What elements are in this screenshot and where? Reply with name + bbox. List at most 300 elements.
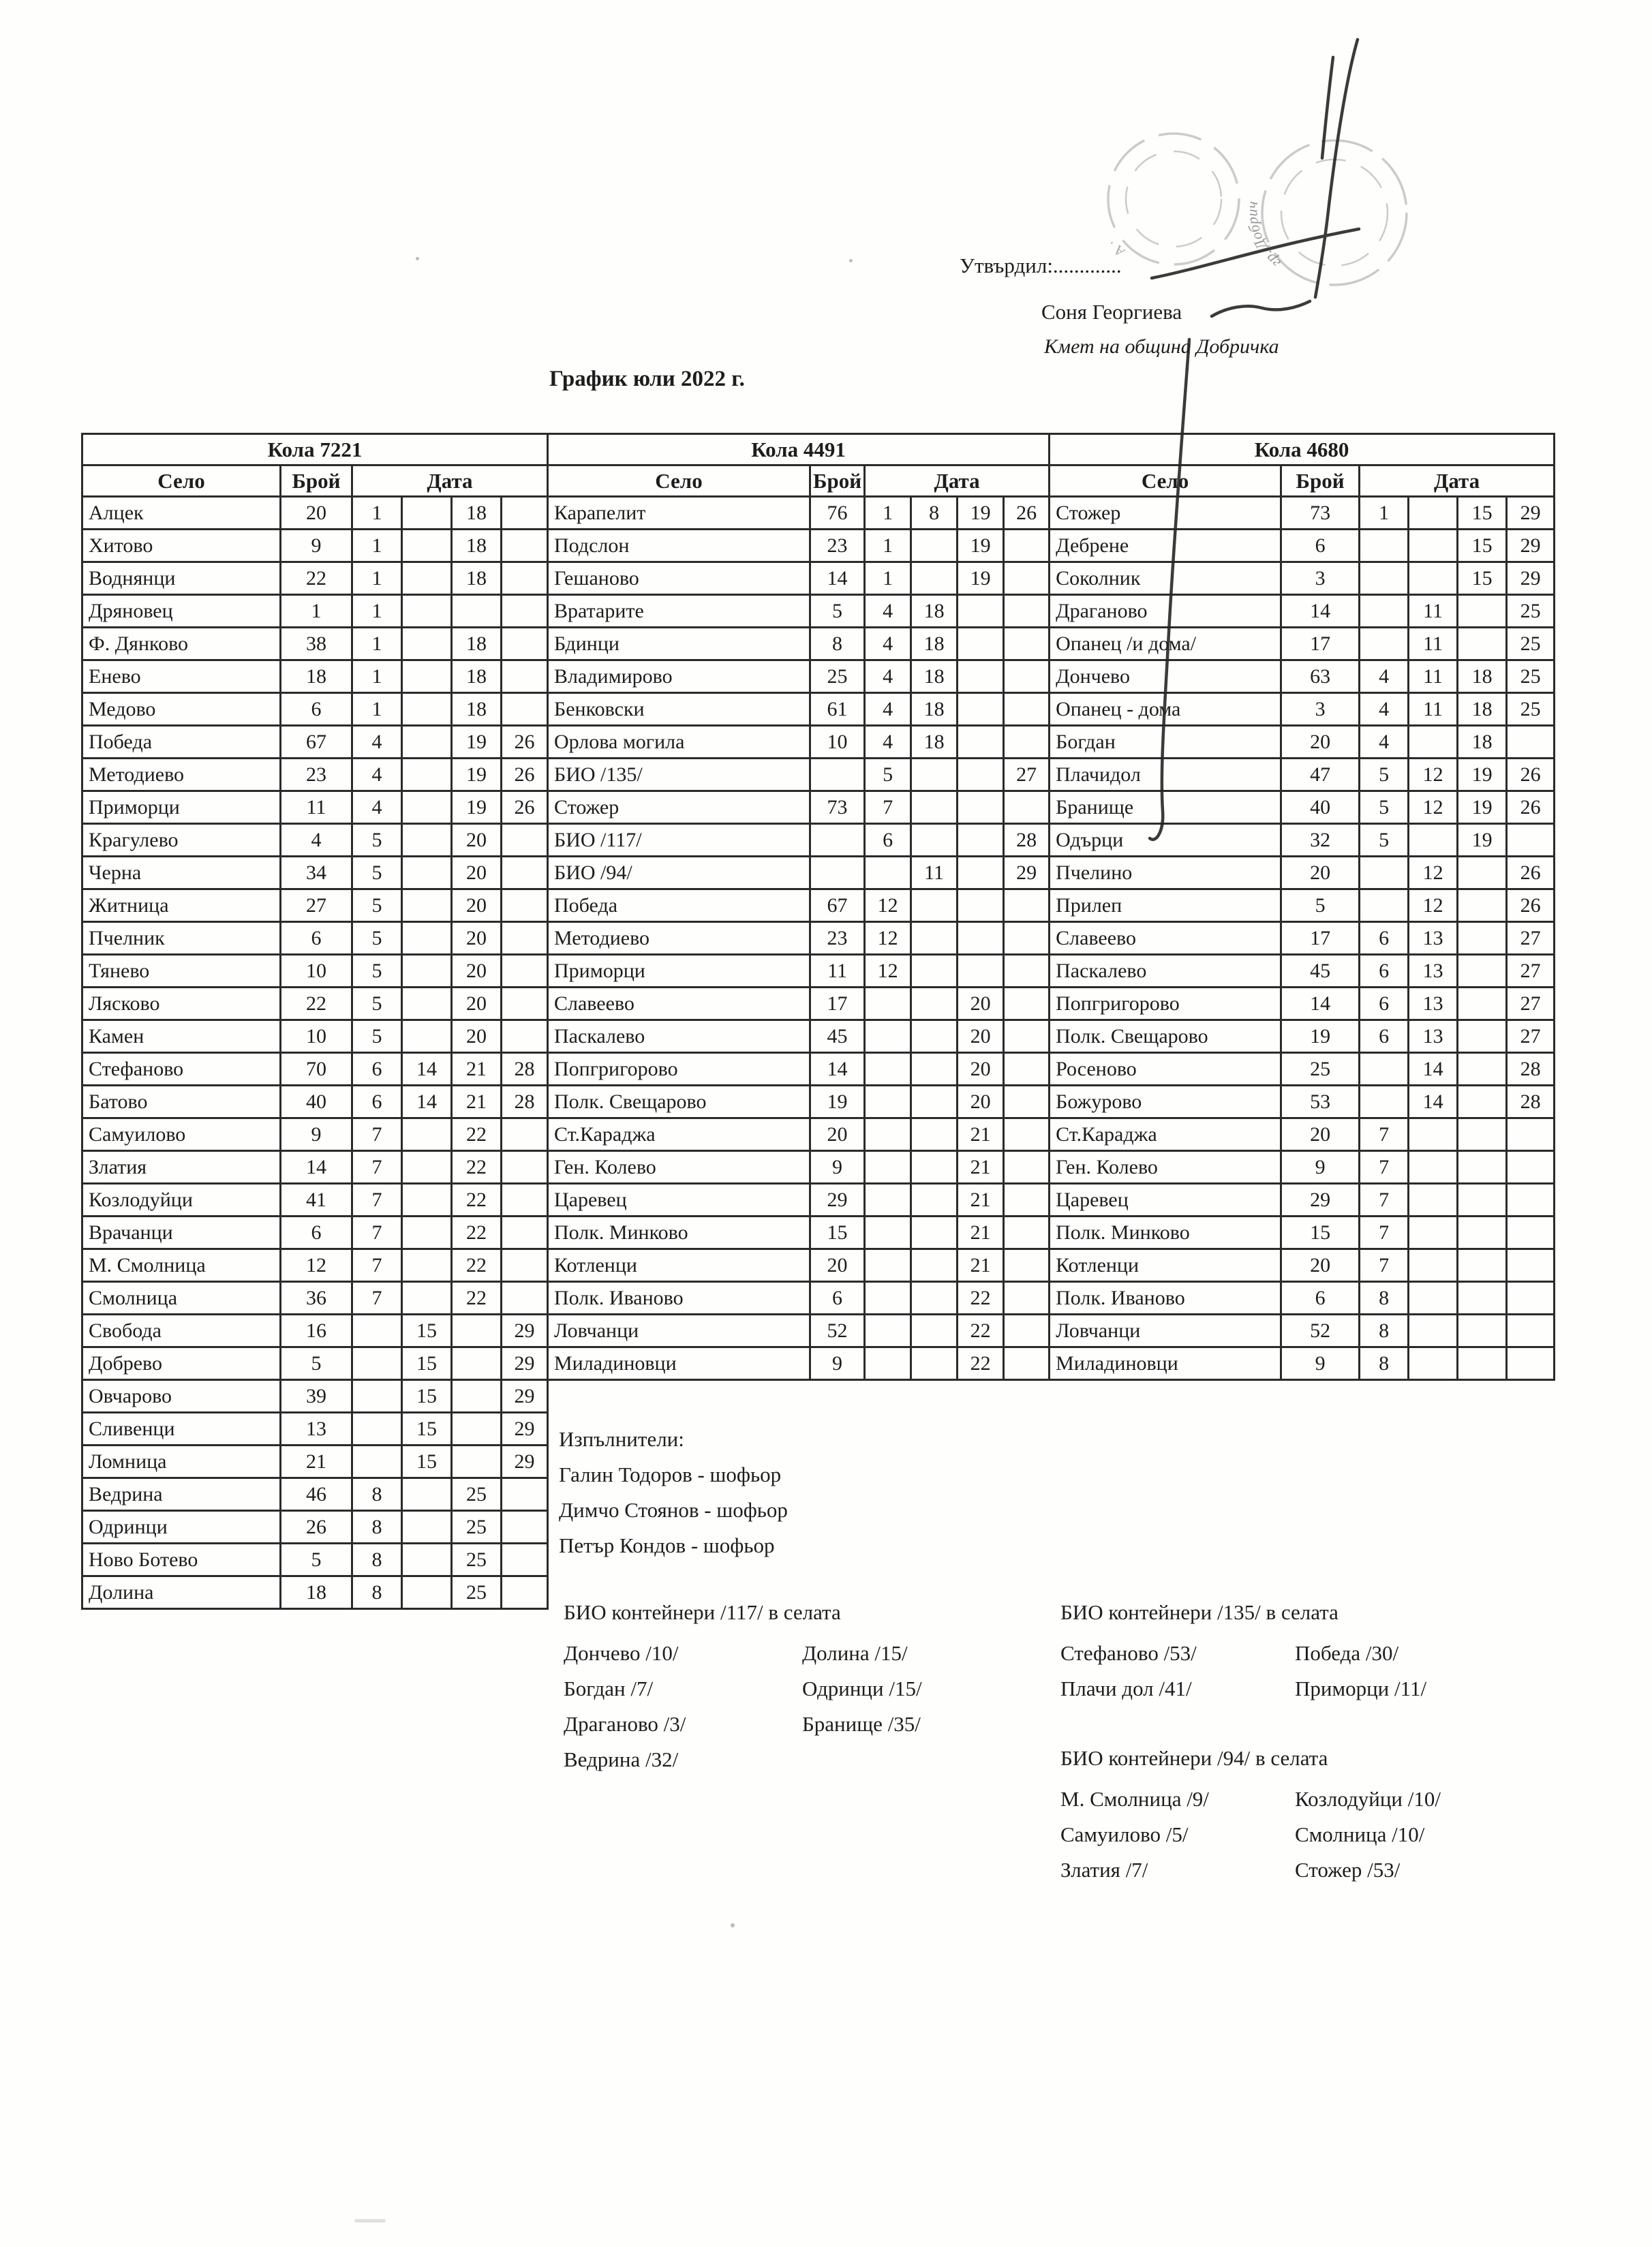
- note-item: Стефаново /53/: [1060, 1641, 1197, 1665]
- date-cell: [1004, 1118, 1050, 1151]
- date-cell: [958, 889, 1004, 922]
- date-cell: 15: [1458, 562, 1507, 595]
- note-item: Смолница /10/: [1295, 1822, 1425, 1846]
- count-cell: 36: [281, 1282, 352, 1315]
- schedule-table-kola-4491: [547, 433, 1050, 1381]
- date-cell: 5: [352, 857, 402, 889]
- date-cell: 27: [1507, 1020, 1555, 1053]
- count-cell: 17: [1281, 628, 1360, 660]
- count-cell: 9: [810, 1151, 865, 1184]
- note-item: Богдан /7/: [564, 1677, 654, 1700]
- date-cell: [1409, 1118, 1458, 1151]
- count-cell: 17: [1281, 922, 1360, 955]
- date-cell: 7: [1360, 1118, 1409, 1151]
- count-cell: 25: [1281, 1053, 1360, 1086]
- village-cell: Полк. Свещарово: [1050, 1020, 1281, 1053]
- date-cell: 19: [452, 759, 502, 791]
- count-cell: 20: [1281, 857, 1360, 889]
- date-cell: [502, 562, 548, 595]
- table-row: [1050, 1151, 1555, 1184]
- count-cell: 20: [1281, 1118, 1360, 1151]
- bio-note-items: [1060, 1636, 1520, 1707]
- date-cell: [1409, 1249, 1458, 1282]
- date-cell: 25: [1507, 660, 1555, 693]
- round-stamp-icon: [1108, 134, 1407, 285]
- count-cell: 6: [281, 922, 352, 955]
- count-cell: 10: [281, 955, 352, 988]
- table-row: [548, 628, 1050, 660]
- executors-heading: Изпълнители:: [559, 1427, 684, 1451]
- date-cell: 27: [1004, 759, 1050, 791]
- note-item: Дончево /10/: [564, 1641, 679, 1665]
- table-row: [82, 1249, 548, 1282]
- date-cell: 28: [1004, 824, 1050, 857]
- date-cell: [958, 628, 1004, 660]
- village-cell: Сливенци: [82, 1413, 281, 1446]
- date-cell: [958, 726, 1004, 759]
- date-cell: [1004, 562, 1050, 595]
- date-cell: [911, 988, 958, 1020]
- date-cell: [1458, 1249, 1507, 1282]
- bio-note-135: [1060, 1599, 1520, 1707]
- count-cell: 14: [810, 562, 865, 595]
- table-row: [1050, 955, 1555, 988]
- table-row: [548, 693, 1050, 726]
- village-cell: БИО /94/: [548, 857, 810, 889]
- count-cell: 29: [1281, 1184, 1360, 1217]
- village-cell: Гешаново: [548, 562, 810, 595]
- date-cell: 6: [1360, 988, 1409, 1020]
- date-cell: 19: [1458, 824, 1507, 857]
- village-cell: Стожер: [548, 791, 810, 824]
- date-cell: 4: [352, 726, 402, 759]
- scan-speck: [849, 259, 853, 262]
- date-cell: 20: [958, 988, 1004, 1020]
- date-cell: [1458, 1217, 1507, 1249]
- schedule-table-kola-4680: [1048, 433, 1555, 1381]
- date-cell: [1507, 726, 1555, 759]
- table-row: [1050, 693, 1555, 726]
- village-cell: Черна: [82, 857, 281, 889]
- table-row: [548, 1347, 1050, 1380]
- date-cell: [1004, 1347, 1050, 1380]
- note-item: Ведрина /32/: [564, 1747, 679, 1771]
- table-row: [1050, 1118, 1555, 1151]
- date-cell: [1360, 857, 1409, 889]
- date-cell: [1458, 955, 1507, 988]
- village-cell: Ген. Колево: [1050, 1151, 1281, 1184]
- date-cell: [352, 1446, 402, 1478]
- date-cell: [1004, 726, 1050, 759]
- village-cell: Богдан: [1050, 726, 1281, 759]
- village-cell: Долина: [82, 1576, 281, 1609]
- table-row: [548, 660, 1050, 693]
- date-cell: [958, 759, 1004, 791]
- date-cell: 8: [352, 1511, 402, 1544]
- date-cell: [911, 955, 958, 988]
- scan-speck: [731, 1923, 735, 1927]
- village-cell: Хитово: [82, 530, 281, 562]
- date-cell: [1409, 1151, 1458, 1184]
- date-cell: [402, 595, 452, 628]
- date-cell: 8: [352, 1478, 402, 1511]
- date-cell: 5: [352, 922, 402, 955]
- date-cell: 19: [452, 791, 502, 824]
- date-cell: 19: [958, 530, 1004, 562]
- table-row: [82, 1315, 548, 1347]
- date-cell: 19: [452, 726, 502, 759]
- count-cell: 40: [1281, 791, 1360, 824]
- date-cell: [1360, 1086, 1409, 1118]
- table-row: [548, 1053, 1050, 1086]
- date-cell: 21: [958, 1217, 1004, 1249]
- date-cell: [911, 1184, 958, 1217]
- table-row: [548, 562, 1050, 595]
- date-cell: 29: [502, 1413, 548, 1446]
- date-cell: 18: [911, 660, 958, 693]
- date-cell: 26: [1507, 791, 1555, 824]
- date-cell: [452, 1446, 502, 1478]
- count-cell: 15: [1281, 1217, 1360, 1249]
- date-cell: 25: [452, 1478, 502, 1511]
- date-cell: [911, 1315, 958, 1347]
- village-cell: Стефаново: [82, 1053, 281, 1086]
- date-cell: [402, 824, 452, 857]
- date-cell: 15: [402, 1413, 452, 1446]
- count-cell: 29: [810, 1184, 865, 1217]
- village-cell: Опанец - дома: [1050, 693, 1281, 726]
- date-cell: 21: [958, 1249, 1004, 1282]
- village-cell: Котленци: [548, 1249, 810, 1282]
- date-cell: 1: [352, 693, 402, 726]
- col-header-date: Дата: [865, 465, 1050, 497]
- village-cell: Воднянци: [82, 562, 281, 595]
- note-item: М. Смолница /9/: [1060, 1787, 1209, 1811]
- count-cell: 23: [281, 759, 352, 791]
- date-cell: [911, 759, 958, 791]
- date-cell: 12: [865, 889, 911, 922]
- date-cell: 14: [1409, 1053, 1458, 1086]
- date-cell: 15: [402, 1347, 452, 1380]
- date-cell: [1458, 1086, 1507, 1118]
- note-item: Бранище /35/: [802, 1712, 921, 1736]
- table-row: [82, 1151, 548, 1184]
- date-cell: [402, 1249, 452, 1282]
- date-cell: 18: [452, 660, 502, 693]
- village-cell: Дебрене: [1050, 530, 1281, 562]
- approval-label: Утвърдил:.............: [960, 254, 1122, 277]
- date-cell: 20: [452, 857, 502, 889]
- date-cell: [1409, 530, 1458, 562]
- table-row: [548, 988, 1050, 1020]
- date-cell: 13: [1409, 922, 1458, 955]
- village-cell: Славеево: [548, 988, 810, 1020]
- date-cell: 4: [1360, 726, 1409, 759]
- count-cell: 20: [810, 1118, 865, 1151]
- village-cell: Бенковски: [548, 693, 810, 726]
- table-row: [548, 530, 1050, 562]
- village-cell: Ген. Колево: [548, 1151, 810, 1184]
- date-cell: 15: [1458, 530, 1507, 562]
- village-cell: Добрево: [82, 1347, 281, 1380]
- table-row: [82, 955, 548, 988]
- count-cell: 40: [281, 1086, 352, 1118]
- date-cell: 21: [958, 1184, 1004, 1217]
- date-cell: [402, 1151, 452, 1184]
- date-cell: [911, 1249, 958, 1282]
- date-cell: 1: [1360, 497, 1409, 530]
- table-row: [1050, 988, 1555, 1020]
- count-cell: 53: [1281, 1086, 1360, 1118]
- date-cell: 5: [865, 759, 911, 791]
- date-cell: 21: [452, 1086, 502, 1118]
- stamps-layer: [0, 0, 1652, 409]
- date-cell: [1409, 562, 1458, 595]
- date-cell: [502, 1478, 548, 1511]
- date-cell: 1: [352, 595, 402, 628]
- village-cell: Самуилово: [82, 1118, 281, 1151]
- date-cell: 7: [352, 1217, 402, 1249]
- table-row: [548, 824, 1050, 857]
- date-cell: [911, 1053, 958, 1086]
- count-cell: 5: [810, 595, 865, 628]
- date-cell: 5: [352, 889, 402, 922]
- date-cell: [452, 1413, 502, 1446]
- count-cell: 9: [1281, 1347, 1360, 1380]
- date-cell: 27: [1507, 922, 1555, 955]
- date-cell: 7: [1360, 1249, 1409, 1282]
- date-cell: 11: [1409, 693, 1458, 726]
- date-cell: [865, 1086, 911, 1118]
- table-row: [82, 1053, 548, 1086]
- table-row: [1050, 1282, 1555, 1315]
- col-header-count: Брой: [810, 465, 865, 497]
- note-item: Одринци /15/: [802, 1677, 922, 1700]
- table-row: [548, 857, 1050, 889]
- date-cell: 15: [402, 1380, 452, 1413]
- date-cell: [958, 857, 1004, 889]
- count-cell: 3: [1281, 693, 1360, 726]
- date-cell: [502, 1217, 548, 1249]
- village-cell: Паскалево: [548, 1020, 810, 1053]
- date-cell: 1: [865, 530, 911, 562]
- village-cell: Паскалево: [1050, 955, 1281, 988]
- count-cell: 12: [281, 1249, 352, 1282]
- village-cell: Драганово: [1050, 595, 1281, 628]
- date-cell: 19: [1458, 759, 1507, 791]
- date-cell: 8: [1360, 1282, 1409, 1315]
- village-cell: Полк. Иваново: [1050, 1282, 1281, 1315]
- count-cell: 67: [810, 889, 865, 922]
- count-cell: 32: [1281, 824, 1360, 857]
- table-row: [1050, 530, 1555, 562]
- village-cell: Стожер: [1050, 497, 1281, 530]
- date-cell: 20: [452, 889, 502, 922]
- date-cell: 5: [1360, 759, 1409, 791]
- date-cell: [1004, 922, 1050, 955]
- village-cell: Царевец: [548, 1184, 810, 1217]
- date-cell: 12: [1409, 791, 1458, 824]
- table-row: [1050, 628, 1555, 660]
- table-row: [1050, 889, 1555, 922]
- date-cell: [1004, 660, 1050, 693]
- date-cell: 1: [865, 562, 911, 595]
- table-row: [82, 693, 548, 726]
- col-header-count: Брой: [1281, 465, 1360, 497]
- date-cell: 6: [1360, 922, 1409, 955]
- date-cell: 22: [452, 1249, 502, 1282]
- date-cell: [502, 693, 548, 726]
- date-cell: [1409, 1315, 1458, 1347]
- table-row: [82, 1380, 548, 1413]
- count-cell: 20: [1281, 1249, 1360, 1282]
- date-cell: [1458, 1118, 1507, 1151]
- date-cell: [865, 1118, 911, 1151]
- note-item: [802, 1742, 1027, 1777]
- date-cell: [452, 595, 502, 628]
- date-cell: 29: [502, 1446, 548, 1478]
- count-cell: 20: [281, 497, 352, 530]
- date-cell: 8: [1360, 1347, 1409, 1380]
- table-row: [548, 1315, 1050, 1347]
- date-cell: 5: [352, 955, 402, 988]
- date-cell: 12: [1409, 889, 1458, 922]
- table-row: [1050, 857, 1555, 889]
- note-item: Драганово /3/: [564, 1712, 686, 1736]
- village-cell: Ст.Караджа: [548, 1118, 810, 1151]
- village-cell: Миладиновци: [1050, 1347, 1281, 1380]
- date-cell: 4: [352, 759, 402, 791]
- date-cell: [958, 791, 1004, 824]
- stamp-left-text: А ∙: [1105, 236, 1129, 260]
- count-cell: 25: [810, 660, 865, 693]
- village-cell: Прилеп: [1050, 889, 1281, 922]
- approver-name: Соня Георгиева: [1041, 300, 1182, 324]
- date-cell: [502, 857, 548, 889]
- village-cell: Победа: [82, 726, 281, 759]
- table-row: [82, 1511, 548, 1544]
- date-cell: 27: [1507, 955, 1555, 988]
- col-header-date: Дата: [1360, 465, 1555, 497]
- date-cell: [911, 530, 958, 562]
- table-row: [1050, 660, 1555, 693]
- date-cell: 8: [911, 497, 958, 530]
- col-header-date: Дата: [352, 465, 548, 497]
- date-cell: 1: [352, 660, 402, 693]
- table-row: [1050, 1347, 1555, 1380]
- date-cell: 18: [1458, 660, 1507, 693]
- date-cell: [1360, 530, 1409, 562]
- note-item: Долина /15/: [802, 1641, 908, 1665]
- bio-note-title: БИО контейнери /94/ в селата: [1060, 1746, 1328, 1770]
- date-cell: 29: [1507, 530, 1555, 562]
- date-cell: 12: [1409, 759, 1458, 791]
- date-cell: [402, 889, 452, 922]
- count-cell: 46: [281, 1478, 352, 1511]
- date-cell: [502, 1020, 548, 1053]
- date-cell: 4: [352, 791, 402, 824]
- date-cell: [1409, 1184, 1458, 1217]
- table-row: [548, 955, 1050, 988]
- date-cell: [402, 1184, 452, 1217]
- date-cell: 6: [352, 1053, 402, 1086]
- table-row: [82, 1413, 548, 1446]
- village-cell: Ловчанци: [1050, 1315, 1281, 1347]
- date-cell: [1458, 1184, 1507, 1217]
- date-cell: [1507, 1184, 1555, 1217]
- table-row: [82, 1184, 548, 1217]
- village-cell: Козлодуйци: [82, 1184, 281, 1217]
- table-row: [1050, 1217, 1555, 1249]
- date-cell: [502, 1249, 548, 1282]
- table-title: Кола 7221: [82, 434, 548, 465]
- date-cell: [1004, 1282, 1050, 1315]
- date-cell: [865, 988, 911, 1020]
- note-item: Самуилово /5/: [1060, 1822, 1189, 1846]
- date-cell: 14: [1409, 1086, 1458, 1118]
- date-cell: 22: [958, 1315, 1004, 1347]
- count-cell: 13: [281, 1413, 352, 1446]
- date-cell: 19: [958, 562, 1004, 595]
- count-cell: 22: [281, 988, 352, 1020]
- table-row: [548, 1118, 1050, 1151]
- date-cell: 1: [352, 530, 402, 562]
- count-cell: 16: [281, 1315, 352, 1347]
- village-cell: Златия: [82, 1151, 281, 1184]
- table-row: [1050, 1315, 1555, 1347]
- date-cell: [1409, 497, 1458, 530]
- count-cell: [810, 824, 865, 857]
- bio-note-items: [564, 1636, 1027, 1777]
- date-cell: [865, 1315, 911, 1347]
- date-cell: 20: [452, 922, 502, 955]
- table-row: [548, 922, 1050, 955]
- date-cell: [1004, 1184, 1050, 1217]
- date-cell: [1004, 1151, 1050, 1184]
- count-cell: 19: [1281, 1020, 1360, 1053]
- count-cell: 6: [810, 1282, 865, 1315]
- date-cell: 18: [911, 595, 958, 628]
- date-cell: 18: [911, 693, 958, 726]
- table-row: [548, 1249, 1050, 1282]
- date-cell: 29: [502, 1347, 548, 1380]
- col-header-village: Село: [1050, 465, 1281, 497]
- village-cell: Царевец: [1050, 1184, 1281, 1217]
- date-cell: [865, 1347, 911, 1380]
- date-cell: [502, 955, 548, 988]
- count-cell: 70: [281, 1053, 352, 1086]
- date-cell: [402, 530, 452, 562]
- village-cell: Методиево: [82, 759, 281, 791]
- village-cell: Славеево: [1050, 922, 1281, 955]
- date-cell: 29: [502, 1315, 548, 1347]
- date-cell: 26: [1507, 857, 1555, 889]
- date-cell: [502, 1151, 548, 1184]
- date-cell: 11: [911, 857, 958, 889]
- date-cell: [865, 1053, 911, 1086]
- count-cell: 21: [281, 1446, 352, 1478]
- date-cell: [911, 1217, 958, 1249]
- table-row: [82, 857, 548, 889]
- date-cell: 18: [452, 562, 502, 595]
- date-cell: [911, 889, 958, 922]
- village-cell: Плачидол: [1050, 759, 1281, 791]
- date-cell: 5: [352, 988, 402, 1020]
- date-cell: [352, 1380, 402, 1413]
- date-cell: [1507, 1347, 1555, 1380]
- date-cell: [1360, 1053, 1409, 1086]
- date-cell: [402, 1478, 452, 1511]
